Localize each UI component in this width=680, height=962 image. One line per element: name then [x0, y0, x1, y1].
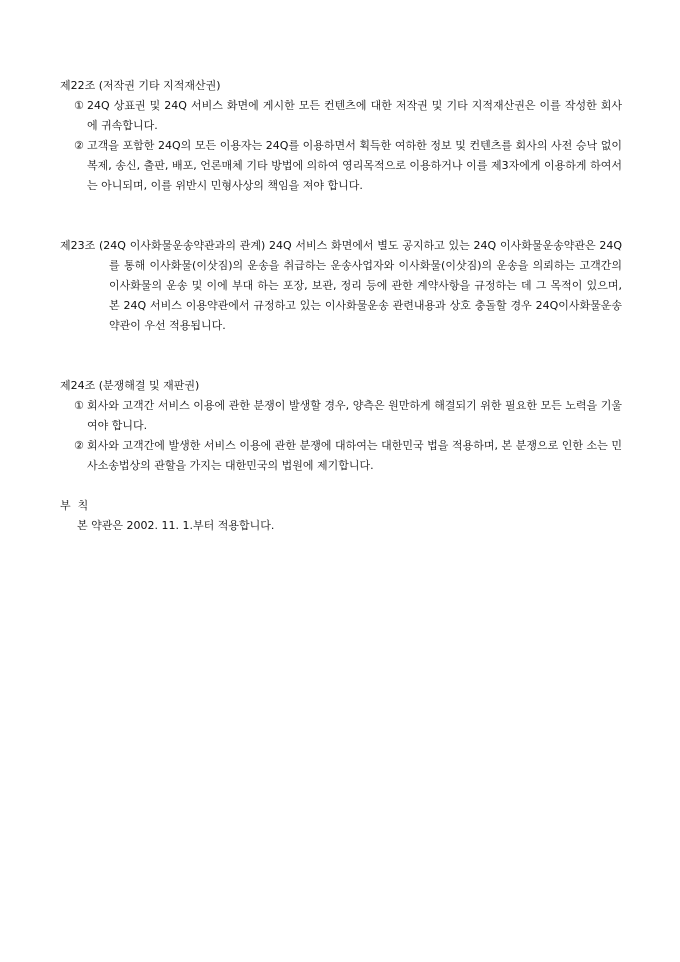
article-24-item-2	[60, 436, 622, 476]
addendum-text: 본 약관은 2002. 11. 1.부터 적용합니다.	[77, 519, 275, 532]
article-22-item-2	[60, 136, 622, 196]
article-24-heading: 제24조 (분쟁해결 및 재판권)	[60, 379, 200, 392]
article-24	[60, 376, 622, 476]
article-23	[60, 236, 622, 336]
item-number: ②	[74, 139, 84, 152]
article-23-text: 제23조 (24Q 이사화물운송약관과의 관계) 24Q 서비스 화면에서 별도 공지하고 있는 24Q 이사화물운송약관은 24Q를 통해 이사화물(이삿짐)의 운송을 취급하는 운송사업자와 이사화물(이삿짐)의 운송을 의뢰하는 고객간의 이사화물의 운송 및 이에 부대 하는 포장, 보관, 정리 등에 관한 계약사항을 규정하는 데 그 목적이 있으며, 본 24Q 서비스 이용약관에서 규정하고 있는 이사화물운송 관련내용과 상호 충돌할 경우 24Q이사화물운송약관이 우선 적용됩니다.	[60, 239, 622, 332]
item-number: ①	[74, 399, 84, 412]
item-text: 회사와 고객간에 발생한 서비스 이용에 관한 분쟁에 대하여는 대한민국 법을 적용하며, 본 분쟁으로 인한 소는 민사소송법상의 관할을 가지는 대한민국의 법원에 제기합니다.	[87, 439, 622, 472]
addendum-heading: 부 칙	[60, 499, 89, 512]
article-22-heading: 제22조 (저작권 기타 지적재산권)	[60, 79, 221, 92]
article-24-item-1	[60, 396, 622, 436]
article-22-item-1	[60, 96, 622, 136]
item-number: ①	[74, 99, 84, 112]
item-number: ②	[74, 439, 84, 452]
item-text: 고객을 포함한 24Q의 모든 이용자는 24Q를 이용하면서 획득한 여하한 정보 및 컨텐츠를 회사의 사전 승낙 없이 복제, 송신, 출판, 배포, 언론매체 기타 방법에 의하여 영리목적으로 이용하거나 이를 제3자에게 이용하게 하여서는 아니되며, 이를 위반시 민형사상의 책임을 져야 합니다.	[87, 139, 622, 192]
item-text: 회사와 고객간 서비스 이용에 관한 분쟁이 발생할 경우, 양측은 원만하게 해결되기 위한 필요한 모든 노력을 기울여야 합니다.	[87, 399, 622, 432]
article-22	[60, 76, 622, 196]
addendum	[60, 496, 622, 536]
item-text: 24Q 상표권 및 24Q 서비스 화면에 게시한 모든 컨텐츠에 대한 저작권 및 기타 지적재산권은 이를 작성한 회사에 귀속합니다.	[87, 99, 622, 132]
